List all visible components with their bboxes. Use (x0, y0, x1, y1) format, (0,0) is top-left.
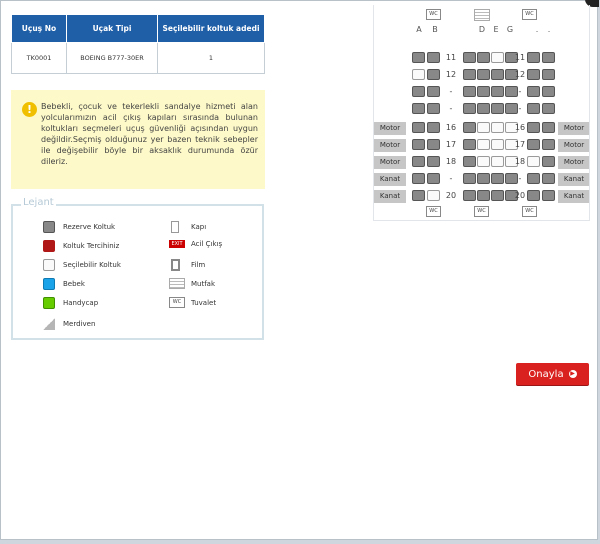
row-number: 20 (514, 191, 526, 200)
reserved-seat (463, 139, 476, 150)
reserved-seat (491, 103, 504, 114)
reserved-seat (412, 86, 425, 97)
legend-label: Seçilebilir Koltuk (63, 261, 121, 269)
reserved-seat (463, 173, 476, 184)
row-separator: - (518, 174, 522, 183)
seat-map (373, 5, 590, 221)
legend-label: Rezerve Koltuk (63, 223, 116, 231)
row-number: 17 (514, 140, 526, 149)
reserved-seat (463, 103, 476, 114)
reserved-seat (477, 103, 490, 114)
table-row (12, 43, 265, 74)
row-separator: - (449, 174, 453, 183)
legend-item-galley (169, 278, 215, 289)
confirm-button[interactable] (516, 363, 589, 385)
exit-icon: EXIT (169, 240, 185, 248)
reserved-seat (527, 173, 540, 184)
side-label-wing: Kanat (558, 190, 590, 203)
reserved-seat (542, 139, 555, 150)
preferred-seat-icon (43, 240, 55, 252)
reserved-seat (542, 156, 555, 167)
reserved-seat (527, 139, 540, 150)
reserved-seat (542, 103, 555, 114)
column-header-flight-no: Uçuş No (12, 15, 67, 43)
available-seat[interactable] (477, 139, 490, 150)
side-label-wing: Kanat (374, 190, 406, 203)
reserved-seat (542, 122, 555, 133)
side-label-motor: Motor (558, 156, 590, 169)
legend-item-handicap (43, 297, 98, 309)
reserved-seat (427, 156, 440, 167)
reserved-seat (491, 173, 504, 184)
seat-column-label: A (416, 25, 422, 34)
row-number: 20 (445, 191, 457, 200)
available-seat[interactable] (491, 156, 504, 167)
row-separator: - (449, 104, 453, 113)
flight-info-table (11, 14, 265, 74)
baby-icon (43, 278, 55, 290)
seat-column-label: . (547, 25, 551, 34)
handicap-icon (43, 297, 55, 309)
reserved-seat (527, 86, 540, 97)
reserved-seat (412, 122, 425, 133)
legend-item-baby (43, 278, 85, 290)
warning-box (11, 90, 265, 189)
reserved-seat (427, 173, 440, 184)
reserved-seat (477, 190, 490, 201)
reserved-seat (491, 190, 504, 201)
available-seat[interactable] (527, 156, 540, 167)
row-separator: - (518, 87, 522, 96)
row-separator: - (449, 87, 453, 96)
reserved-seat (412, 156, 425, 167)
row-number: 11 (514, 53, 526, 62)
selectable-seats-cell: 1 (158, 43, 265, 74)
side-label-motor: Motor (374, 156, 406, 169)
side-label-motor: Motor (374, 139, 406, 152)
legend-label: Tuvalet (191, 298, 217, 307)
reserved-seat (542, 86, 555, 97)
reserved-seat (542, 173, 555, 184)
reserved-seat (427, 69, 440, 80)
reserved-seat (527, 52, 540, 63)
galley-icon (474, 9, 490, 21)
row-number: 16 (514, 123, 526, 132)
legend-item-film (171, 259, 205, 271)
toilet-icon: WC (522, 9, 537, 20)
galley-icon (169, 278, 185, 289)
seat-column-label: B (432, 25, 438, 34)
legend-item-door (171, 221, 206, 233)
side-label-motor: Motor (558, 139, 590, 152)
legend-label: Bebek (63, 280, 85, 288)
reserved-seat (491, 86, 504, 97)
column-header-aircraft-type: Uçak Tipi (67, 15, 158, 43)
reserved-seat-icon (43, 221, 55, 233)
toilet-icon: WC (169, 297, 185, 308)
toilet-icon: WC (474, 206, 489, 217)
reserved-seat (427, 122, 440, 133)
seat-column-label: . (535, 25, 539, 34)
reserved-seat (542, 190, 555, 201)
legend-item-toilet (169, 297, 216, 308)
reserved-seat (527, 122, 540, 133)
seat-column-label: E (493, 25, 499, 34)
reserved-seat (463, 52, 476, 63)
reserved-seat (463, 69, 476, 80)
flight-number-cell: TK0001 (12, 43, 67, 74)
seat-column-label: G (506, 25, 514, 34)
available-seat-icon (43, 259, 55, 271)
legend-item-stairs (43, 318, 95, 330)
legend-title: Lejant (23, 197, 54, 208)
reserved-seat (412, 173, 425, 184)
available-seat[interactable] (412, 69, 425, 80)
toilet-icon: WC (426, 206, 441, 217)
reserved-seat (427, 103, 440, 114)
row-number: 12 (445, 70, 457, 79)
reserved-seat (477, 52, 490, 63)
reserved-seat (542, 69, 555, 80)
reserved-seat (427, 86, 440, 97)
column-header-selectable-seats: Seçilebilir koltuk adedi (158, 15, 265, 43)
legend-label: Film (191, 261, 206, 269)
row-number: 11 (445, 53, 457, 62)
legend-panel (11, 197, 264, 340)
door-icon (171, 221, 179, 233)
row-separator: - (518, 104, 522, 113)
warning-text: Bebekli, çocuk ve tekerlekli sandalye hizmeti alan yolcularımızın acil çıkış kapıları sırasında bulunan koltukları seçmeleri uçuş güvenliği açısından uygun değildir.Seçmiş olduğunuz yer bazen teknik sebepler ile değişebilir böyle bir aksaklık durumunda özür dileriz. (41, 102, 258, 166)
reserved-seat (463, 156, 476, 167)
legend-label: Koltuk Tercihiniz (63, 242, 120, 250)
reserved-seat (427, 139, 440, 150)
confirm-button-label: Onayla (528, 368, 564, 380)
legend-label: Kapı (191, 223, 207, 231)
available-seat[interactable] (477, 122, 490, 133)
available-seat[interactable] (477, 156, 490, 167)
available-seat[interactable] (491, 139, 504, 150)
row-number: 12 (514, 70, 526, 79)
legend-item-preferred (43, 240, 119, 252)
reserved-seat (491, 69, 504, 80)
available-seat[interactable] (491, 122, 504, 133)
side-label-motor: Motor (558, 122, 590, 135)
warning-icon: ! (22, 102, 37, 117)
side-label-motor: Motor (374, 122, 406, 135)
reserved-seat (527, 103, 540, 114)
legend-label: Handycap (63, 299, 99, 307)
reserved-seat (527, 69, 540, 80)
reserved-seat (412, 190, 425, 201)
film-icon (171, 259, 180, 271)
row-number: 18 (514, 157, 526, 166)
seat-column-label: D (478, 25, 486, 34)
side-label-wing: Kanat (558, 173, 590, 186)
reserved-seat (477, 86, 490, 97)
reserved-seat (412, 103, 425, 114)
reserved-seat (463, 86, 476, 97)
arrow-right-icon: ▶ (570, 370, 575, 377)
side-label-wing: Kanat (374, 173, 406, 186)
reserved-seat (477, 69, 490, 80)
reserved-seat (477, 173, 490, 184)
reserved-seat (463, 122, 476, 133)
table-header-row (12, 15, 265, 43)
legend-item-available (43, 259, 121, 271)
reserved-seat (412, 52, 425, 63)
aircraft-type-cell: BOEING B777-30ER (67, 43, 158, 74)
row-number: 16 (445, 123, 457, 132)
legend-label: Mutfak (191, 279, 216, 288)
row-number: 18 (445, 157, 457, 166)
reserved-seat (542, 52, 555, 63)
available-seat[interactable] (427, 190, 440, 201)
legend-item-reserved (43, 221, 115, 233)
toilet-icon: WC (426, 9, 441, 20)
reserved-seat (527, 190, 540, 201)
reserved-seat (412, 139, 425, 150)
stairs-icon (43, 318, 55, 330)
available-seat[interactable] (491, 52, 504, 63)
legend-item-exit (169, 240, 222, 248)
reserved-seat (427, 52, 440, 63)
row-number: 17 (445, 140, 457, 149)
legend-label: Merdiven (63, 320, 96, 328)
legend-label: Acil Çıkış (191, 240, 223, 248)
toilet-icon: WC (522, 206, 537, 217)
reserved-seat (463, 190, 476, 201)
